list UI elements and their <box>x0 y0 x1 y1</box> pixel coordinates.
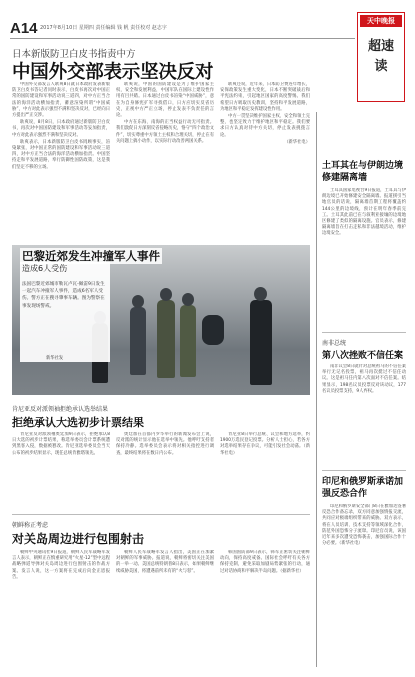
article2-kicker: 朝鲜称正考虑 <box>12 522 49 529</box>
lead-headline: 中国外交部表示坚决反对 <box>12 62 214 83</box>
lead-paragraph: 中方一贯坚决维护国家主权、安全和领土完整，也坚定致力于维护地区和平稳定。我们要求日方认真对待中方关切，停止发表挑拨言论。 <box>220 114 310 138</box>
article1-paragraph: 奥廷加在首都内罗毕举行的新闻发布会上说，反对派的统计显示他在选举中领先。他呼吁支持者保持冷静。选举委员会表示将对相关指控进行调查，最终结果将在数日内公布。 <box>116 432 214 456</box>
lead-column-3 <box>220 82 310 237</box>
article1-kicker: 肯尼亚反对派领袖拒绝承认选举结果 <box>12 406 109 413</box>
side1-body <box>322 188 406 328</box>
lead-paragraph: 中国外交部发言人耿爽8日就日本政府发表新版防卫白皮书答记者问时表示，白皮书再次对中国正常的国防建设和军事活动说三道四，对中方正当合法的海洋活动横加指责，蓄意渲染所谓“中国威胁”，中方对此表示强烈不满和坚决反对，已经向日方提出严正交涉。 <box>12 82 110 119</box>
figure-head <box>254 287 267 301</box>
side3-headline: 印尼和俄罗斯承诺加强反恐合作 <box>322 477 404 499</box>
lead-paragraph: 耿爽还说，近年来，日本防卫费连年增长，安保政策发生重大变化，日本不断突破战后和平宪法约束，引起地区国家的高度警惕。我们希望日方吸取历史教训，坚持和平发展道路，为地区和平稳定发挥建设性作用。 <box>220 82 310 112</box>
side2-body <box>322 364 406 474</box>
article1-column-1 <box>12 432 110 512</box>
lead-byline: （新华社电） <box>284 139 310 145</box>
side2-headline: 第八次挫败不信任案 <box>322 351 404 361</box>
side-divider <box>322 332 406 333</box>
motorcycle-shape <box>202 315 224 345</box>
photo-credit: 新华社发 <box>46 356 64 361</box>
figure-head <box>182 293 194 306</box>
masthead-title: 超速读 <box>367 39 394 74</box>
article-divider <box>12 514 310 515</box>
lead-paragraph: 耿爽说，中国的国防建设是为了维护国家主权、安全和发展利益，中国军队在国际上建设性作用有目共睹。日本通过白皮书渲染“中国威胁”，意在为自身修宪扩军寻找借口，日方应切实反省历史，正视中方严正立场，停止发表不负责任的言论。 <box>116 82 214 119</box>
figure-head <box>132 295 144 308</box>
header-rule <box>10 38 355 39</box>
side1-paragraph: 土耳其国家电视台9日报道，土耳其与伊朗边境已开始修建安全隔离墙。报道援引当地官员的话说，隔离墙首期工程将覆盖约144公里的边境线，预计在明年春季前完工。土耳其此前已在与叙利亚接壤的边境地区修建了类似的隔离设施。官员表示，修建隔离墙旨在打击走私和非法越境活动，维护边境安全。 <box>322 188 406 237</box>
side3-body <box>322 504 406 667</box>
figure-shape <box>130 307 146 375</box>
article1-paragraph: 肯尼亚反对派领袖奥廷加9日表示，拒绝承认8日大选的初步计票结果，称选举委员会计票系统遭到黑客入侵，数据被篡改。肯尼亚选举委员会当天公布的初步结果显示，现任总统肯雅塔领先。 <box>12 432 110 456</box>
lead-paragraph: 耿爽表示，日本新版防卫白皮书罔顾事实，渲染紧张，对中国正常的国防建设和军事活动说三道四，对中方正当合法的海洋活动横加指责。中国坚持走和平发展道路，奉行防御性国防政策，这是我们坚定不移的立场。 <box>12 139 110 170</box>
lead-paragraph: 耿爽说，8月8日，日本政府通过新版防卫白皮书，再次对中国国防建设和军事活动等妄加指责，中方对此表示强烈不满和坚决反对。 <box>12 120 110 138</box>
side3-paragraph: 印尼和俄罗斯安全部门8日在雅加达签署反恐合作备忘录，双方同意加强情报交流，共同应对极端组织带来的威胁。双方表示，将在人员培训、技术支持等领域深化合作，防范外国恐怖分子流窜。印尼官员说，该国近年来多次遭受恐怖袭击，加强国际合作十分必要。（新华社电） <box>322 504 406 547</box>
figure-shape <box>157 300 175 378</box>
side2-paragraph: 南非议会8日就针对总统祖马的不信任案举行无记名投票，祖马再次挺过不信任动议。这是祖马任内第八次面对不信任案。结果显示，198名议员投票反对该动议，177名议员投票支持，9人弃权。 <box>322 364 406 394</box>
side1-headline: 土耳其在与伊朗边境修建隔离墙 <box>322 161 404 183</box>
photo-caption-box <box>20 262 110 362</box>
figure-head <box>160 288 172 301</box>
article1-column-2 <box>116 432 214 512</box>
article2-column-2 <box>116 550 214 667</box>
article1-headline: 拒绝承认大选初步计票结果 <box>12 416 144 429</box>
figure-shape <box>250 300 272 385</box>
side-divider <box>322 470 406 471</box>
article2-headline: 对关岛周边进行包围射击 <box>12 532 145 546</box>
page-meta: 2017年8月10日 星期四 责任编辑 钱 帆 责任校对 赵志宇 <box>40 25 167 31</box>
article2-paragraph: 朝鲜中央通讯社9日报道，朝鲜人民军战略军发言人表示，朝鲜正在慎重研究用“火星-12”型中远程战略弹道导弹对关岛周边进行包围射击的作战方案。发言人说，这一方案将在完成后向金正恩报告。 <box>12 550 110 580</box>
lead-kicker: 日本新版防卫白皮书指责中方 <box>12 49 136 60</box>
article2-paragraph: 朝鲜人民军战略军发言人指出，美国正在加紧对朝鲜的军事威胁。报道说，朝鲜将密切关注美国的一举一动。美国总统特朗普8日表示，如果朝鲜继续威胁美国，将遭遇前所未有的“火与怒”。 <box>116 550 214 574</box>
figure-shape <box>180 305 196 377</box>
masthead-box <box>357 12 405 102</box>
sidebar-divider <box>316 112 317 667</box>
page-number: A14 <box>10 20 38 37</box>
photo-title: 巴黎近郊发生冲撞军人事件 <box>22 249 160 263</box>
lead-column-1 <box>12 82 110 237</box>
lead-column-2 <box>116 82 214 237</box>
photo-caption: 法国巴黎近郊城市勒瓦卢瓦-佩雷9日发生一起汽车冲撞军人事件，造成6名军人受伤。警方正在搜寻肇事车辆。图为警察在事发现场警戒。 <box>22 282 105 309</box>
article2-column-3 <box>220 550 310 667</box>
article1-paragraph: 肯尼亚8日举行总统、议会和地方选举，约1900万选民登记投票。分析人士担心，若各方对选举结果存在争议，可能引发社会动荡。（新华社电） <box>220 432 310 456</box>
masthead-logo: 天中晚报 <box>360 15 402 27</box>
side2-kicker: 南非总统 <box>322 340 347 347</box>
article2-paragraph: 韩国国防部9日表示，韩军正密切关注朝鲜动向，保持高度戒备。国际社会呼吁有关各方保持克制，避免采取加剧局势紧张的行动，通过对话协商和平解决半岛问题。（据新华社） <box>220 550 310 574</box>
photo-subtitle: 造成6人受伤 <box>22 264 68 273</box>
lead-paragraph: 中方在东海、南海的正当权益行动无可指责。我们敦促日方深刻反省侵略历史，恪守“四个政治文件”，切实尊重中方领土主权和合理关切，停止在有关问题上搞小动作，以实际行动改善两国关系。 <box>116 120 214 144</box>
article2-column-1 <box>12 550 110 667</box>
article1-column-3 <box>220 432 310 512</box>
